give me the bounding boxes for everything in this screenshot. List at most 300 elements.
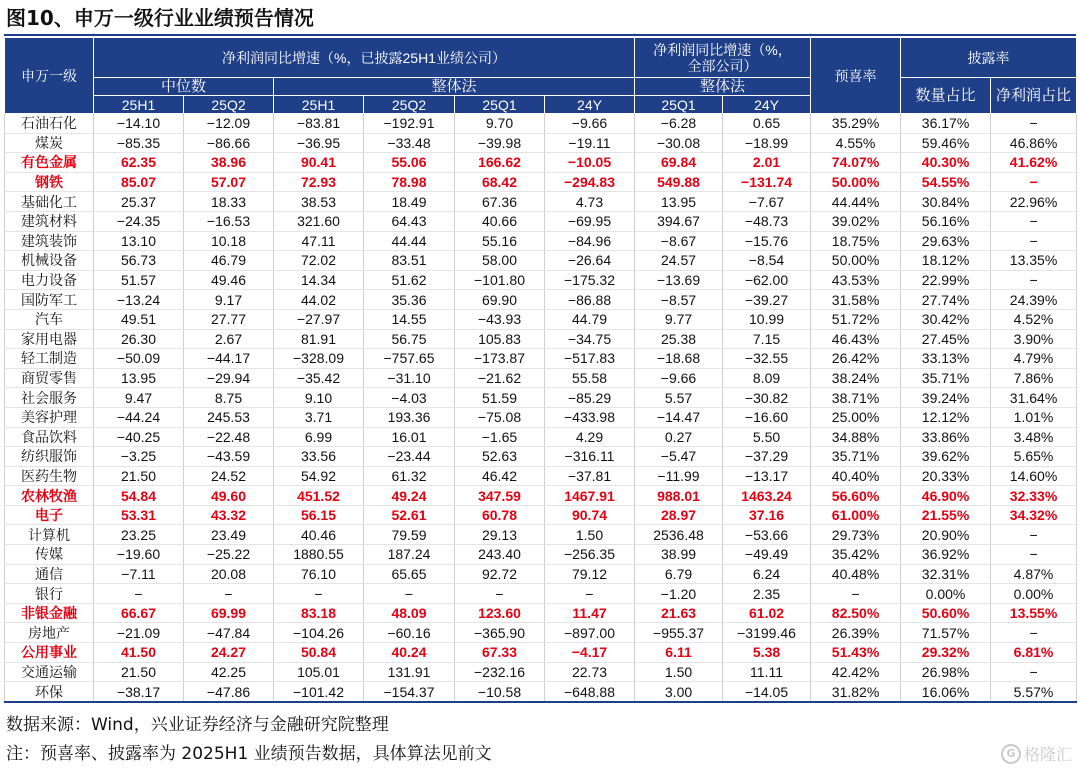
industry-name: 环保 [5, 682, 94, 702]
table-cell: 6.24 [723, 564, 811, 584]
table-cell: 3.90% [991, 329, 1077, 349]
table-cell: 3.71 [274, 407, 364, 427]
industry-name: 社会服务 [5, 388, 94, 408]
industry-name: 建筑材料 [5, 211, 94, 231]
table-cell: 51.59 [455, 388, 545, 408]
table-cell: 5.38 [723, 643, 811, 663]
table-cell: −36.95 [274, 133, 364, 153]
table-cell: 55.16 [455, 231, 545, 251]
table-cell: −10.05 [545, 153, 635, 173]
table-cell: −11.99 [635, 466, 723, 486]
table-cell: 90.74 [545, 505, 635, 525]
table-cell: −12.09 [184, 114, 274, 134]
table-cell: −19.60 [94, 545, 184, 565]
table-cell: 68.42 [455, 172, 545, 192]
table-row [5, 427, 1077, 447]
table-cell: −48.73 [723, 211, 811, 231]
table-cell: 61.02 [723, 603, 811, 623]
table-cell: 27.74% [901, 290, 991, 310]
table-cell: 71.57% [901, 623, 991, 643]
table-cell: 46.90% [901, 486, 991, 506]
table-cell: 9.17 [184, 290, 274, 310]
industry-name: 国防军工 [5, 290, 94, 310]
table-cell: 47.11 [274, 231, 364, 251]
industry-name: 电力设备 [5, 270, 94, 290]
table-row [5, 211, 1077, 231]
table-cell: 33.13% [901, 349, 991, 369]
table-cell: −7.11 [94, 564, 184, 584]
table-cell: − [991, 623, 1077, 643]
table-cell: 6.79 [635, 564, 723, 584]
table-cell: 51.57 [94, 270, 184, 290]
table-row [5, 270, 1077, 290]
table-row [5, 545, 1077, 565]
table-cell: −154.37 [364, 682, 455, 702]
table-cell: −16.60 [723, 407, 811, 427]
table-cell: − [545, 584, 635, 604]
table-cell: 29.32% [901, 643, 991, 663]
table-cell: 2.67 [184, 329, 274, 349]
table-cell: 33.56 [274, 447, 364, 467]
table-cell: 57.07 [184, 172, 274, 192]
table-cell: 43.32 [184, 505, 274, 525]
table-cell: 20.90% [901, 525, 991, 545]
table-cell: −86.88 [545, 290, 635, 310]
footnote: 注：预喜率、披露率为 2025H1 业绩预告数据，具体算法见前文 [6, 744, 492, 764]
header-period: 25Q2 [184, 96, 274, 114]
header-forecast-rate: 预喜率 [811, 38, 901, 114]
table-cell: 24.39% [991, 290, 1077, 310]
table-row [5, 251, 1077, 271]
table-cell: −14.10 [94, 114, 184, 134]
table-cell: 2.01 [723, 153, 811, 173]
table-cell: −50.09 [94, 349, 184, 369]
table-cell: −13.17 [723, 466, 811, 486]
table-row [5, 133, 1077, 153]
table-cell: 66.67 [94, 603, 184, 623]
table-cell: 40.30% [901, 153, 991, 173]
table-cell: 26.39% [811, 623, 901, 643]
table-cell: 56.15 [274, 505, 364, 525]
table-row [5, 407, 1077, 427]
header-profit-share: 净利润占比 [991, 78, 1077, 114]
table-cell: 13.95 [94, 368, 184, 388]
table-cell: 11.11 [723, 662, 811, 682]
table-row [5, 564, 1077, 584]
industry-name: 房地产 [5, 623, 94, 643]
table-cell: 69.99 [184, 603, 274, 623]
table-cell: − [991, 172, 1077, 192]
table-cell: 53.31 [94, 505, 184, 525]
table-row [5, 329, 1077, 349]
table-cell: 31.64% [991, 388, 1077, 408]
table-cell: 72.93 [274, 172, 364, 192]
table-cell: 35.71% [901, 368, 991, 388]
table-cell: 40.40% [811, 466, 901, 486]
table-cell: 35.71% [811, 447, 901, 467]
table-cell: 60.78 [455, 505, 545, 525]
table-cell: −29.94 [184, 368, 274, 388]
header-period: 25Q1 [635, 96, 723, 114]
table-cell: 1463.24 [723, 486, 811, 506]
table-row [5, 603, 1077, 623]
table-cell: −4.03 [364, 388, 455, 408]
table-cell: −44.17 [184, 349, 274, 369]
table-cell: 2.35 [723, 584, 811, 604]
table-cell: −24.35 [94, 211, 184, 231]
table-cell: 13.55% [991, 603, 1077, 623]
table-cell: 78.98 [364, 172, 455, 192]
table-cell: 56.16% [901, 211, 991, 231]
table-cell: −30.82 [723, 388, 811, 408]
table-cell: −316.11 [545, 447, 635, 467]
table-cell: −15.76 [723, 231, 811, 251]
table-cell: 26.98% [901, 662, 991, 682]
table-cell: 42.42% [811, 662, 901, 682]
table-cell: −14.05 [723, 682, 811, 702]
table-cell: −104.26 [274, 623, 364, 643]
table-cell: −37.29 [723, 447, 811, 467]
table-cell: − [274, 584, 364, 604]
table-cell: −648.88 [545, 682, 635, 702]
table-cell: 35.29% [811, 114, 901, 134]
table-cell: 82.50% [811, 603, 901, 623]
industry-name: 美容护理 [5, 407, 94, 427]
table-cell: −85.35 [94, 133, 184, 153]
industry-name: 钢铁 [5, 172, 94, 192]
table-cell: −75.08 [455, 407, 545, 427]
industry-name: 煤炭 [5, 133, 94, 153]
table-row [5, 388, 1077, 408]
table-cell: 29.73% [811, 525, 901, 545]
watermark [1001, 742, 1072, 765]
table-cell: −40.25 [94, 427, 184, 447]
table-cell: 61.00% [811, 505, 901, 525]
table-cell: 1.50 [635, 662, 723, 682]
table-cell: 105.83 [455, 329, 545, 349]
table-cell: 40.46 [274, 525, 364, 545]
table-cell: −8.54 [723, 251, 811, 271]
table-row [5, 309, 1077, 329]
header-period: 25H1 [274, 96, 364, 114]
table-cell: 32.33% [991, 486, 1077, 506]
table-cell: −3199.46 [723, 623, 811, 643]
header-group-all-line2: 全部公司） [687, 57, 758, 74]
table-cell: 40.24 [364, 643, 455, 663]
table-cell: 83.18 [274, 603, 364, 623]
table-cell: 67.36 [455, 192, 545, 212]
table-cell: 4.52% [991, 309, 1077, 329]
table-cell: 21.63 [635, 603, 723, 623]
table-cell: 549.88 [635, 172, 723, 192]
table-cell: 49.51 [94, 309, 184, 329]
table-cell: 187.24 [364, 545, 455, 565]
table-cell: 27.45% [901, 329, 991, 349]
table-cell: −101.42 [274, 682, 364, 702]
header-overall-b: 整体法 [635, 78, 811, 96]
table-cell: −53.66 [723, 525, 811, 545]
table-cell: 30.42% [901, 309, 991, 329]
table-cell: 36.17% [901, 114, 991, 134]
header-group-all-line1: 净利润同比增速（%， [653, 41, 792, 58]
table-cell: 105.01 [274, 662, 364, 682]
table-cell: 13.95 [635, 192, 723, 212]
table-cell: 193.36 [364, 407, 455, 427]
table-cell: −8.57 [635, 290, 723, 310]
table-cell: 7.15 [723, 329, 811, 349]
table-cell: 90.41 [274, 153, 364, 173]
table-cell: 59.46% [901, 133, 991, 153]
table-cell: 25.00% [811, 407, 901, 427]
table-cell: 9.47 [94, 388, 184, 408]
table-cell: 1.01% [991, 407, 1077, 427]
table-cell: − [991, 545, 1077, 565]
table-cell: 20.08 [184, 564, 274, 584]
table-cell: −18.68 [635, 349, 723, 369]
table-cell: 23.25 [94, 525, 184, 545]
table-cell: 1467.91 [545, 486, 635, 506]
table-cell: 14.55 [364, 309, 455, 329]
table-cell: 41.50 [94, 643, 184, 663]
table-cell: 52.63 [455, 447, 545, 467]
industry-name: 石油石化 [5, 114, 94, 134]
table-cell: −1.20 [635, 584, 723, 604]
header-group-all [635, 38, 811, 78]
table-cell: 0.00% [991, 584, 1077, 604]
table-cell: 79.12 [545, 564, 635, 584]
table-cell: 6.81% [991, 643, 1077, 663]
table-cell: 321.60 [274, 211, 364, 231]
table-cell: −173.87 [455, 349, 545, 369]
table-cell: 50.00% [811, 251, 901, 271]
industry-name: 电子 [5, 505, 94, 525]
table-row [5, 466, 1077, 486]
table-cell: −101.80 [455, 270, 545, 290]
table-cell: 394.67 [635, 211, 723, 231]
table-cell: −955.37 [635, 623, 723, 643]
table-cell: 25.37 [94, 192, 184, 212]
table-cell: 38.96 [184, 153, 274, 173]
table-cell: −43.59 [184, 447, 274, 467]
table-cell: 39.02% [811, 211, 901, 231]
table-row [5, 290, 1077, 310]
table-cell: 50.84 [274, 643, 364, 663]
industry-name: 商贸零售 [5, 368, 94, 388]
table-cell: 52.61 [364, 505, 455, 525]
table-cell: 28.97 [635, 505, 723, 525]
industry-name: 农林牧渔 [5, 486, 94, 506]
table-cell: − [184, 584, 274, 604]
table-cell: 41.62% [991, 153, 1077, 173]
industry-name: 银行 [5, 584, 94, 604]
table-cell: 2536.48 [635, 525, 723, 545]
table-cell: 38.24% [811, 368, 901, 388]
table-cell: 4.29 [545, 427, 635, 447]
table-cell: 54.84 [94, 486, 184, 506]
table-cell: 8.09 [723, 368, 811, 388]
table-cell: 46.79 [184, 251, 274, 271]
industry-name: 通信 [5, 564, 94, 584]
industry-name: 家用电器 [5, 329, 94, 349]
source-note: 数据来源：Wind，兴业证券经济与金融研究院整理 [6, 715, 389, 735]
title-rule [4, 34, 1076, 36]
table-row [5, 172, 1077, 192]
table-cell: 33.86% [901, 427, 991, 447]
table-cell: 166.62 [455, 153, 545, 173]
table-cell: 6.99 [274, 427, 364, 447]
table-cell: 23.49 [184, 525, 274, 545]
table-cell: 347.59 [455, 486, 545, 506]
table-cell: − [811, 584, 901, 604]
table-cell: −328.09 [274, 349, 364, 369]
table-cell: −21.62 [455, 368, 545, 388]
table-cell: 20.33% [901, 466, 991, 486]
table-cell: −433.98 [545, 407, 635, 427]
table-row [5, 153, 1077, 173]
table-cell: 9.70 [455, 114, 545, 134]
table-cell: 6.11 [635, 643, 723, 663]
industry-name: 医药生物 [5, 466, 94, 486]
table-cell: 51.62 [364, 270, 455, 290]
header-disclosure-rate: 披露率 [901, 38, 1077, 78]
header-median: 中位数 [94, 78, 274, 96]
table-cell: 0.00% [901, 584, 991, 604]
table-cell: − [991, 525, 1077, 545]
table-row [5, 349, 1077, 369]
table-cell: 16.06% [901, 682, 991, 702]
table-cell: − [991, 211, 1077, 231]
table-cell: − [94, 584, 184, 604]
table-row [5, 486, 1077, 506]
industry-name: 非银金融 [5, 603, 94, 623]
table-cell: 18.12% [901, 251, 991, 271]
table-cell: −23.44 [364, 447, 455, 467]
table-cell: 43.53% [811, 270, 901, 290]
header-industry: 申万一级 [5, 38, 94, 114]
header-period: 25Q2 [364, 96, 455, 114]
table-cell: 67.33 [455, 643, 545, 663]
table-cell: 4.79% [991, 349, 1077, 369]
table-cell: 16.01 [364, 427, 455, 447]
table-cell: −32.55 [723, 349, 811, 369]
industry-name: 传媒 [5, 545, 94, 565]
table-cell: −35.42 [274, 368, 364, 388]
table-cell: − [455, 584, 545, 604]
table-cell: −10.58 [455, 682, 545, 702]
table-cell: − [364, 584, 455, 604]
industry-name: 计算机 [5, 525, 94, 545]
table-cell: − [991, 231, 1077, 251]
table-cell: 26.42% [811, 349, 901, 369]
table-cell: 39.24% [901, 388, 991, 408]
table-cell: 988.01 [635, 486, 723, 506]
table-cell: 38.53 [274, 192, 364, 212]
table-cell: 44.79 [545, 309, 635, 329]
table-cell: 4.55% [811, 133, 901, 153]
table-cell: 10.18 [184, 231, 274, 251]
industry-name: 轻工制造 [5, 349, 94, 369]
table-cell: 9.10 [274, 388, 364, 408]
table-cell: 14.60% [991, 466, 1077, 486]
table-cell: 1.50 [545, 525, 635, 545]
industry-name: 公用事业 [5, 643, 94, 663]
table-cell: 243.40 [455, 545, 545, 565]
header-count-share: 数量占比 [901, 78, 991, 114]
table-cell: −33.48 [364, 133, 455, 153]
table-cell: 51.72% [811, 309, 901, 329]
table-cell: 5.50 [723, 427, 811, 447]
table-cell: 49.60 [184, 486, 274, 506]
table-cell: −38.17 [94, 682, 184, 702]
table-cell: −4.17 [545, 643, 635, 663]
table-cell: 29.13 [455, 525, 545, 545]
table-cell: 51.43% [811, 643, 901, 663]
table-cell: −25.22 [184, 545, 274, 565]
table-cell: 22.99% [901, 270, 991, 290]
table-cell: −44.24 [94, 407, 184, 427]
table-cell: −256.35 [545, 545, 635, 565]
table-cell: −30.08 [635, 133, 723, 153]
industry-name: 机械设备 [5, 251, 94, 271]
table-cell: 62.35 [94, 153, 184, 173]
table-cell: −60.16 [364, 623, 455, 643]
table-cell: 21.50 [94, 466, 184, 486]
table-cell: 5.57 [635, 388, 723, 408]
table-cell: 50.00% [811, 172, 901, 192]
table-cell: −757.65 [364, 349, 455, 369]
table-cell: 30.84% [901, 192, 991, 212]
table-cell: 69.90 [455, 290, 545, 310]
table-cell: 56.60% [811, 486, 901, 506]
table-cell: 24.27 [184, 643, 274, 663]
table-cell: −26.64 [545, 251, 635, 271]
industry-name: 基础化工 [5, 192, 94, 212]
table-cell: 24.57 [635, 251, 723, 271]
table-cell: 46.42 [455, 466, 545, 486]
table-cell: −19.11 [545, 133, 635, 153]
table-cell: 55.06 [364, 153, 455, 173]
table-cell: −84.96 [545, 231, 635, 251]
table-cell: 4.73 [545, 192, 635, 212]
table-cell: 14.34 [274, 270, 364, 290]
table-cell: −21.09 [94, 623, 184, 643]
table-cell: −7.67 [723, 192, 811, 212]
table-cell: − [991, 662, 1077, 682]
table-cell: 79.59 [364, 525, 455, 545]
table-cell: −8.67 [635, 231, 723, 251]
table-cell: 38.99 [635, 545, 723, 565]
table-cell: 54.92 [274, 466, 364, 486]
table-cell: 12.12% [901, 407, 991, 427]
table-cell: 64.43 [364, 211, 455, 231]
table-cell: 22.73 [545, 662, 635, 682]
table-cell: 35.42% [811, 545, 901, 565]
table-cell: −22.48 [184, 427, 274, 447]
watermark-logo-icon: G [1001, 744, 1021, 764]
industry-name: 交通运输 [5, 662, 94, 682]
table-cell: −13.69 [635, 270, 723, 290]
table-cell: 56.75 [364, 329, 455, 349]
table-cell: −47.86 [184, 682, 274, 702]
table-cell: 38.71% [811, 388, 901, 408]
industry-name: 纺织服饰 [5, 447, 94, 467]
table-cell: 3.48% [991, 427, 1077, 447]
table-cell: 18.49 [364, 192, 455, 212]
table-cell: −131.74 [723, 172, 811, 192]
header-overall-a: 整体法 [274, 78, 635, 96]
table-cell: 21.55% [901, 505, 991, 525]
table-cell: 39.62% [901, 447, 991, 467]
